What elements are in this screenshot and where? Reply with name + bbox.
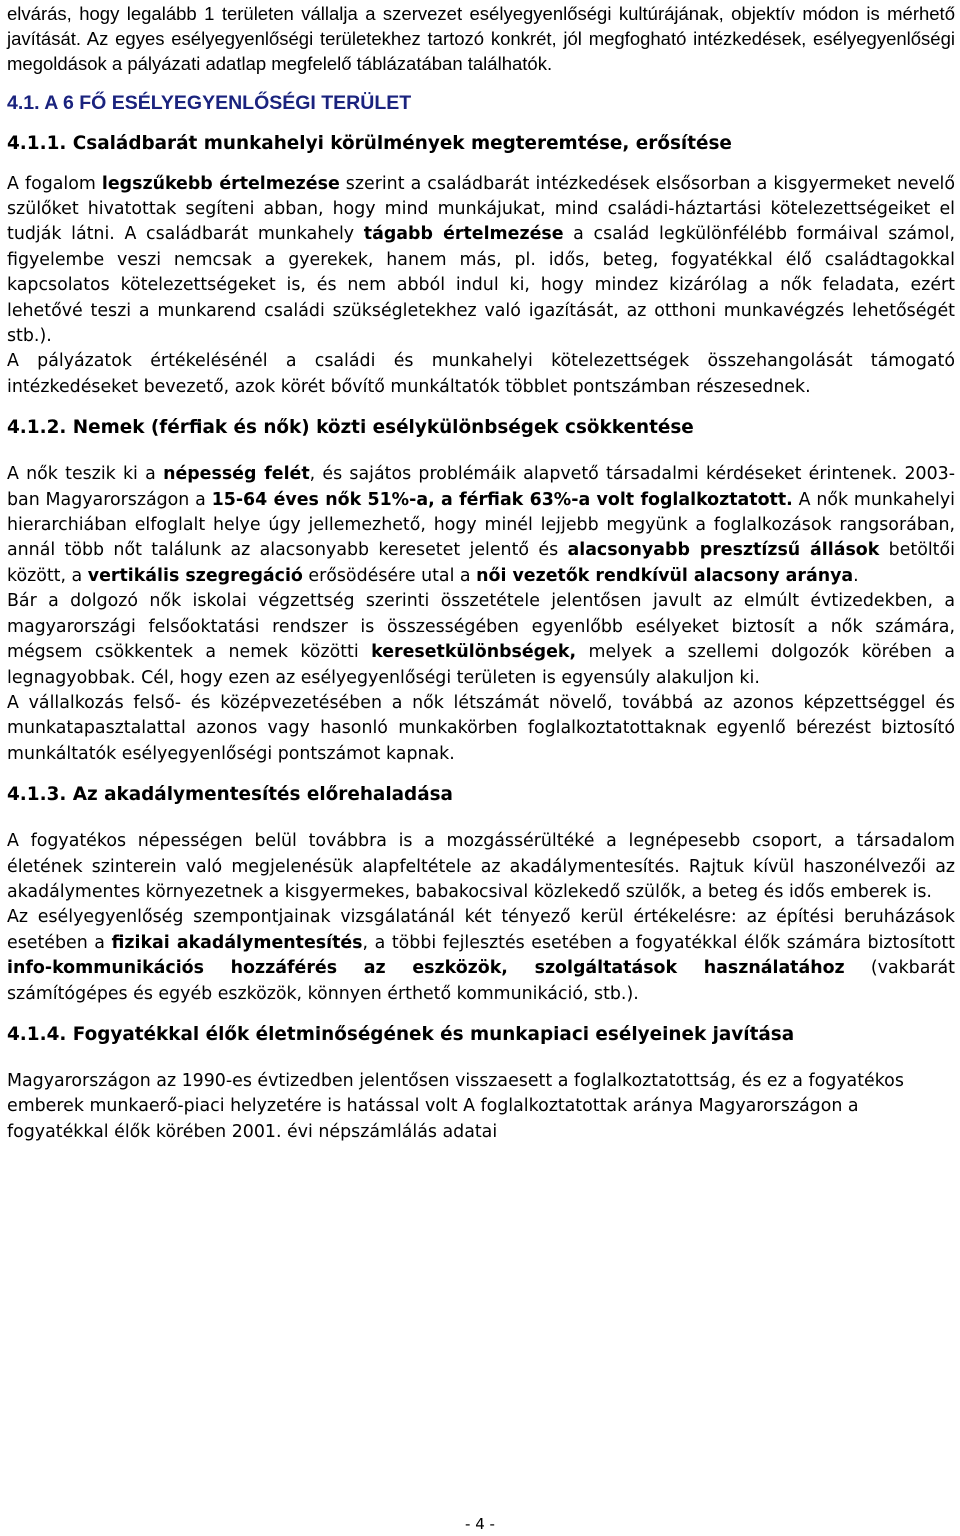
text-run: melyek a szellemi dolgozók körében a legnagyobbak. Cél, hogy ezen az esélyegyenlőségi területen is egyensúly alakuljon ki. bbox=[7, 642, 955, 688]
paragraph-equal-opportunity bbox=[7, 905, 955, 1007]
emphasis: női vezetők rendkívül alacsony aránya bbox=[476, 565, 854, 586]
text-run: . bbox=[853, 565, 859, 586]
page-number: - 4 - bbox=[465, 1515, 495, 1533]
paragraph-family-friendly bbox=[7, 172, 955, 350]
text-run: szerint a családbarát intézkedések elsősorban a kisgyermeket nevelő szülőket hivatottak segíteni abban, hogy mind munkájukat, mind családi-háztartási kötelezettségeiket el tudják látni. A családbarát munkahely bbox=[7, 173, 956, 245]
text-run: A nők munkahelyi hierarchiában elfoglalt helye úgy jellemezhető, hogy minél lejjebb megyünk a foglalkozások rangsorában, annál több nőt találunk az alacsonyabb keresetet jelentő és bbox=[7, 489, 956, 561]
text-run: a család legkülönfélébb formáival számol, figyelembe veszi nemcsak a gyerekek, hanem más, pl. idős, beteg, fogyatékkal élő családtagokkal kapcsolatos kötelezettségeket is, és nem abból indul ki, hogy mindez kizárólag a nők feladata, ezért lehetővé teszi a munkarend családi szükségletekhez való igazítását, az otthoni munkavégzés lehetőségét stb.). bbox=[7, 224, 955, 347]
subsection-heading-4-1-1: 4.1.1. Családbarát munkahelyi körülmények megteremtése, erősítése bbox=[7, 132, 732, 154]
paragraph-accessibility: A fogyatékos népességen belül továbbra is a mozgássérültéké a legnépesebb csoport, a társadalom életének szinterein való megjelenésük alapfeltétele az akadálymentesítés. Rajtuk kívül haszonélvezői az akadálymentes környezetnek a kisgyermekes, babakocsival közlekedő szülők, a beteg és idős emberek is. bbox=[7, 831, 955, 902]
subsection-heading-4-1-4: 4.1.4. Fogyatékkal élők életminőségének és munkapiaci esélyeinek javítása bbox=[7, 1023, 795, 1045]
paragraph-management: A vállalkozás felső- és középvezetésében a nők létszámát növelő, továbbá az azonos képzettséggel és munkatapasztalattal azonos vagy hasonló munkakörben foglalkoztatottaknak egyenlő bérezést biztosító munkáltatók esélyegyenlőségi pontszámot kapnak. bbox=[7, 692, 955, 764]
emphasis: vertikális szegregáció bbox=[87, 565, 303, 586]
paragraph-employment: Magyarországon az 1990-es évtizedben jelentősen visszaesett a foglalkoztatottság, és ez a fogyatékos emberek munkaerő-piaci helyzetére is hatással volt A foglalkoztatottak aránya Magyarországon a fogyatékkal élők körében 2001. évi népszámlálás adatai bbox=[7, 1070, 904, 1142]
subsection-heading-4-1-3: 4.1.3. Az akadálymentesítés előrehaladása bbox=[7, 784, 453, 806]
text-run: erősödésére utal a bbox=[302, 565, 477, 586]
emphasis: fizikai akadálymentesítés bbox=[111, 932, 363, 953]
emphasis: 15-64 éves nők 51%-a, a férfiak 63%-a volt foglalkoztatott. bbox=[211, 489, 793, 510]
emphasis: alacsonyabb presztízsű állások bbox=[567, 540, 880, 561]
paragraph-evaluation: A pályázatok értékelésénél a családi és munkahelyi kötelezettségek összehangolását támogató intézkedéseket bevezető, azok körét bővítő munkáltatók többlet pontszámban részesednek. bbox=[7, 351, 955, 397]
paragraph-women-population bbox=[7, 462, 955, 589]
subsection-heading-4-1-2: 4.1.2. Nemek (férfiak és nők) közti esélykülönbségek csökkentése bbox=[7, 417, 694, 439]
text-run: , a többi fejlesztés esetében a fogyatékkal élők számára biztosított bbox=[362, 932, 955, 953]
emphasis: info-kommunikációs hozzáférés az eszközök, szolgáltatások használatához bbox=[7, 958, 845, 979]
intro-paragraph: elvárás, hogy legalább 1 területen vállalja a szervezet esélyegyenlőségi kultúrájának, objektív módon is mérhető javítását. Az egyes esélyegyenlőségi területekhez tartozó konkrét, jól megfogható intézkedések, esélyegyenlőségi megoldások a pályázati adatlap megfelelő táblázatában találhatók. bbox=[7, 3, 955, 75]
text-run: A nők teszik ki a bbox=[7, 464, 164, 485]
emphasis: tágabb értelmezése bbox=[363, 224, 564, 245]
text-run: Bár a dolgozó nők iskolai végzettség szerinti összetétele jelentősen javult az elmúlt évtizedekben, a magyarországi felsőoktatási rendszer is összességében egyenlőbb esélyeket biztosít a nők számára, mégsem csökkentek a nemek közötti bbox=[7, 591, 955, 663]
text-run: Az esélyegyenlőség szempontjainak vizsgálatánál két tényező kerül értékelésre: az építési beruházások esetében a bbox=[7, 907, 955, 953]
document-page bbox=[7, 0, 955, 1145]
section-title: 4.1. A 6 FŐ ESÉLYEGYENLŐSÉGI TERÜLET bbox=[7, 91, 412, 114]
emphasis: népesség felét bbox=[163, 464, 310, 485]
text-run: (vakbarát számítógépes és egyéb eszközök, könnyen érthető kommunikáció, stb.). bbox=[7, 958, 955, 1004]
text-run: , és sajátos problémáik alapvető társadalmi kérdéseket érintenek. 2003-ban Magyarországon a bbox=[7, 464, 955, 510]
text-run: A fogalom bbox=[7, 173, 102, 194]
text-run: betöltői között, a bbox=[7, 540, 955, 586]
paragraph-education bbox=[7, 589, 955, 691]
emphasis: legszűkebb értelmezése bbox=[101, 173, 340, 194]
emphasis: keresetkülönbségek, bbox=[371, 642, 577, 663]
